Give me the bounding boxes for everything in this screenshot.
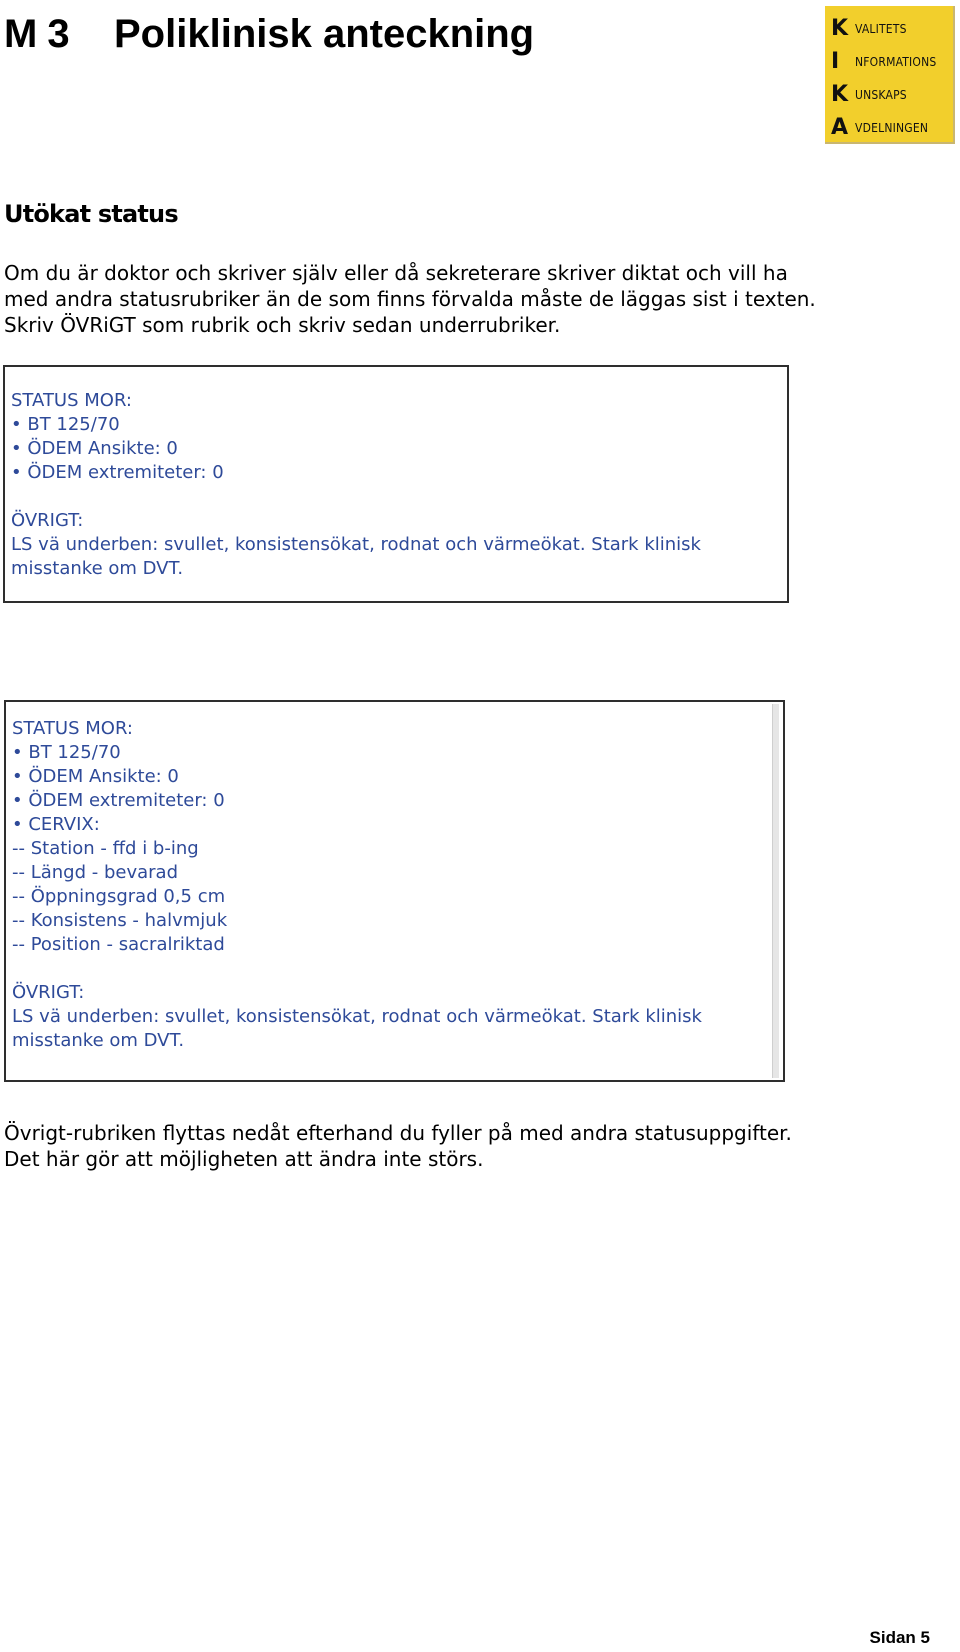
logo-word: VDELNINGEN	[855, 120, 929, 135]
blank-line	[11, 485, 787, 509]
screenshot-line: -- Öppningsgrad 0,5 cm	[12, 886, 226, 907]
status-screenshot-before	[3, 365, 789, 603]
outro-line: Övrigt-rubriken flyttas nedåt efterhand du fyller på med andra statusuppgifter.	[4, 1121, 792, 1145]
screenshot-line: • ÖDEM extremiteter: 0	[12, 790, 225, 811]
screenshot-line: LS vä underben: svullet, konsistensökat, rodnat och värmeökat. Stark klinisk	[11, 534, 701, 555]
blank-line	[12, 957, 783, 981]
logo-word: VALITETS	[855, 21, 907, 36]
screenshot-line: -- Position - sacralriktad	[12, 934, 225, 955]
screenshot-line: • BT 125/70	[12, 742, 121, 763]
screenshot-line: LS vä underben: svullet, konsistensökat, rodnat och värmeökat. Stark klinisk	[12, 1006, 702, 1027]
screenshot-line: • ÖDEM Ansikte: 0	[12, 766, 179, 787]
screenshot-line: ÖVRIGT:	[12, 982, 85, 1003]
kika-logo	[825, 6, 955, 144]
logo-row	[831, 12, 953, 45]
page-header	[4, 8, 960, 68]
section-heading: Utökat status	[4, 200, 178, 228]
intro-paragraph	[4, 260, 904, 338]
logo-letter: K	[831, 82, 849, 107]
screenshot-line: • ÖDEM Ansikte: 0	[11, 438, 178, 459]
screenshot-line: misstanke om DVT.	[12, 1030, 185, 1051]
screenshot-line: STATUS MOR:	[11, 390, 132, 411]
screenshot-line: • CERVIX:	[12, 814, 100, 835]
screenshot-line: ÖVRIGT:	[11, 510, 84, 531]
screenshot-line: -- Längd - bevarad	[12, 862, 179, 883]
logo-row	[831, 111, 953, 144]
intro-line: Skriv ÖVRiGT som rubrik och skriv sedan underrubriker.	[4, 313, 561, 337]
screenshot-line: -- Konsistens - halvmjuk	[12, 910, 228, 931]
logo-letter: I	[831, 49, 840, 74]
chapter-number: M 3	[4, 12, 70, 56]
intro-line: Om du är doktor och skriver själv eller då sekreterare skriver diktat och vill ha	[4, 261, 788, 285]
logo-row	[831, 78, 953, 111]
outro-line: Det här gör att möjligheten att ändra inte störs.	[4, 1147, 484, 1171]
page-number: Sidan 5	[869, 1628, 930, 1647]
screenshot-line: • BT 125/70	[11, 414, 120, 435]
screenshot-line: -- Station - ffd i b-ing	[12, 838, 199, 859]
page-title: Poliklinisk anteckning	[114, 12, 535, 56]
outro-paragraph	[4, 1120, 924, 1172]
logo-letter: K	[831, 16, 849, 41]
screenshot-line: misstanke om DVT.	[11, 558, 184, 579]
logo-letter: A	[831, 115, 849, 140]
intro-line: med andra statusrubriker än de som finns förvalda måste de läggas sist i texten.	[4, 287, 816, 311]
logo-word: NFORMATIONS	[855, 54, 937, 69]
screenshot-line: STATUS MOR:	[12, 718, 133, 739]
logo-word: UNSKAPS	[855, 87, 907, 102]
status-screenshot-after	[4, 700, 785, 1082]
screenshot-line: • ÖDEM extremiteter: 0	[11, 462, 224, 483]
logo-row	[831, 45, 953, 78]
